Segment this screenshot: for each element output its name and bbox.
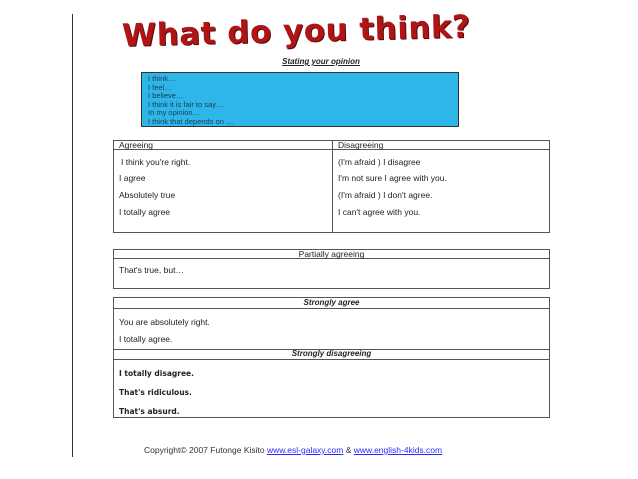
disagreeing-phrase: (I'm afraid ) I don't agree.: [338, 190, 433, 200]
disagreeing-phrase: I can't agree with you.: [338, 207, 421, 217]
agreeing-header: Agreeing: [119, 140, 154, 150]
strong-opinion-table: [113, 297, 550, 418]
opinion-phrase: I think it is fair to say…: [148, 99, 224, 109]
partially-agreeing-table: [113, 249, 550, 289]
opinion-phrase: I think…: [148, 74, 176, 83]
agree-disagree-table: [113, 140, 550, 233]
copyright-text: Copyright© 2007 Futonge Kisito: [144, 445, 267, 455]
partially-agreeing-header: Partially agreeing: [298, 249, 365, 259]
footer-ampersand: &: [343, 445, 354, 455]
strongly-disagree-phrase: That's absurd.: [119, 407, 180, 416]
strongly-agree-header: Strongly agree: [303, 298, 360, 307]
strongly-agree-phrase: You are absolutely right.: [119, 317, 210, 327]
table-header-divider: [114, 359, 549, 360]
strongly-disagree-phrase: That's ridiculous.: [119, 388, 192, 397]
english-4kids-link[interactable]: www.english-4kids.com: [353, 445, 443, 455]
agreeing-phrase: I agree: [119, 173, 146, 183]
page-margin-line: [72, 14, 73, 457]
page-subtitle: Stating your opinion: [282, 57, 360, 66]
table-header-divider: [114, 308, 549, 309]
table-column-divider: [332, 141, 333, 232]
strongly-agree-phrase: I totally agree.: [119, 334, 173, 344]
strongly-disagree-phrase: I totally disagree.: [119, 369, 194, 378]
strongly-disagree-header: Strongly disagreeing: [291, 349, 372, 358]
opinion-phrase: I believe…: [148, 91, 184, 100]
disagreeing-header: Disagreeing: [338, 140, 384, 150]
agreeing-phrase: Absolutely true: [119, 190, 176, 200]
agreeing-phrase: I totally agree: [119, 207, 171, 217]
disagreeing-phrase: (I'm afraid ) I disagree: [338, 157, 421, 167]
opinion-phrase: In my opinion…: [148, 108, 201, 117]
esl-galaxy-link[interactable]: www.esl-galaxy.com: [266, 445, 344, 455]
agreeing-phrase: I think you're right.: [121, 157, 191, 167]
disagreeing-phrase: I'm not sure I agree with you.: [338, 173, 447, 183]
partially-agreeing-phrase: That's true, but…: [119, 265, 184, 275]
copyright-footer: [144, 445, 442, 455]
opinion-phrases-box: [141, 72, 459, 127]
opinion-phrase: I think that depends on …: [148, 116, 234, 126]
page-title: What do you think?: [121, 8, 471, 54]
opinion-phrase: I feel…: [148, 82, 172, 92]
